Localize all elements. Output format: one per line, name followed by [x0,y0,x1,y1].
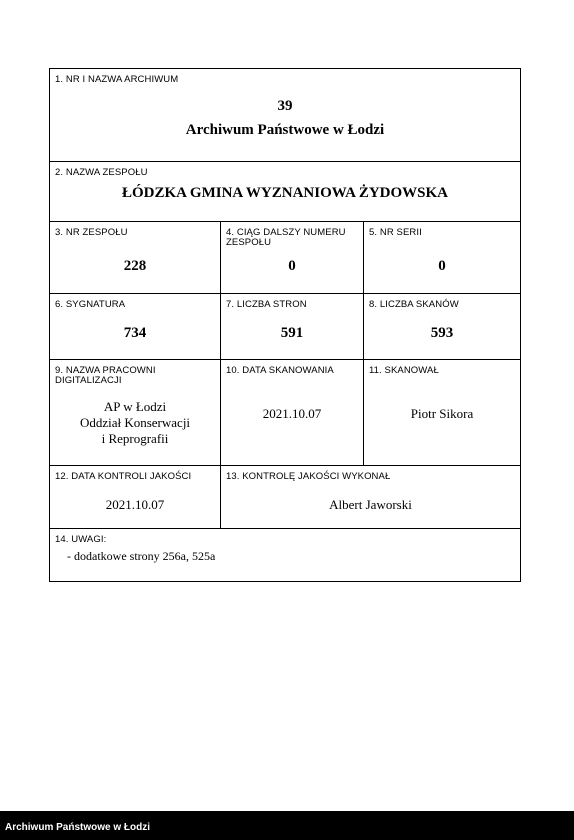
digitization-lab-line: i Reprografii [101,431,169,446]
scan-date-label: 10. DATA SKANOWANIA [226,365,334,376]
fonds-number-value: 228 [123,258,147,274]
page-count-value: 591 [280,325,304,341]
fonds-name-row [50,162,520,222]
fonds-continuation-label: 4. CIĄG DALSZY NUMERU ZESPOŁU [226,227,346,248]
qc-by-value: Albert Jaworski [329,497,412,512]
footer-bar [0,811,574,840]
series-number-label: 5. NR SERII [369,227,422,238]
signature-value: 734 [123,325,147,341]
qc-date-label: 12. DATA KONTROLI JAKOŚCI [55,471,192,482]
archive-number: 39 [277,98,293,114]
footer-archive-name: Archiwum Państwowe w Łodzi [5,822,151,833]
scan-date-cell [221,360,364,465]
archive-label: 1. NR I NAZWA ARCHIWUM [55,74,179,85]
archive-row [50,69,520,162]
fonds-continuation-cell [221,222,364,293]
fonds-number-label: 3. NR ZESPOŁU [55,227,128,238]
digitization-lab-label: 9. NAZWA PRACOWNI DIGITALIZACJI [55,365,156,386]
scan-count-value: 593 [430,325,454,341]
scan-count-label: 8. LICZBA SKANÓW [369,299,459,310]
signature-row [50,294,520,360]
remarks-row [50,529,520,581]
signature-cell [50,294,221,359]
digitization-lab-line: AP w Łodzi [103,399,167,414]
qc-date-value: 2021.10.07 [105,497,165,512]
scanned-by-label: 11. SKANOWAŁ [369,365,439,376]
signature-label: 6. SYGNATURA [55,299,126,310]
fonds-name-value: ŁÓDZKA GMINA WYZNANIOWA ŻYDOWSKA [121,185,449,201]
archive-name: Archiwum Państwowe w Łodzi [185,122,385,138]
fonds-number-row [50,222,520,294]
remarks-label: 14. UWAGI: [55,534,107,545]
digitization-row [50,360,520,466]
qc-by-label: 13. KONTROLĘ JAKOŚCI WYKONAŁ [226,471,391,482]
quality-control-row [50,466,520,529]
page-count-cell [221,294,364,359]
fonds-name-label: 2. NAZWA ZESPOŁU [55,167,148,178]
digitization-lab-line: Oddział Konserwacji [79,415,191,430]
scan-date-value: 2021.10.07 [262,406,322,421]
digitization-lab-cell [50,360,221,465]
scan-count-cell [364,294,520,359]
remarks-item: - dodatkowe strony 256a, 525a [67,549,216,563]
scanned-by-value: Piotr Sikora [410,406,474,421]
fonds-number-cell [50,222,221,293]
series-number-value: 0 [438,258,446,274]
scanned-by-cell [364,360,520,465]
metadata-form [49,68,521,582]
qc-date-cell [50,466,221,528]
page-count-label: 7. LICZBA STRON [226,299,307,310]
series-number-cell [364,222,520,293]
fonds-continuation-value: 0 [288,258,296,274]
qc-by-cell [221,466,520,528]
